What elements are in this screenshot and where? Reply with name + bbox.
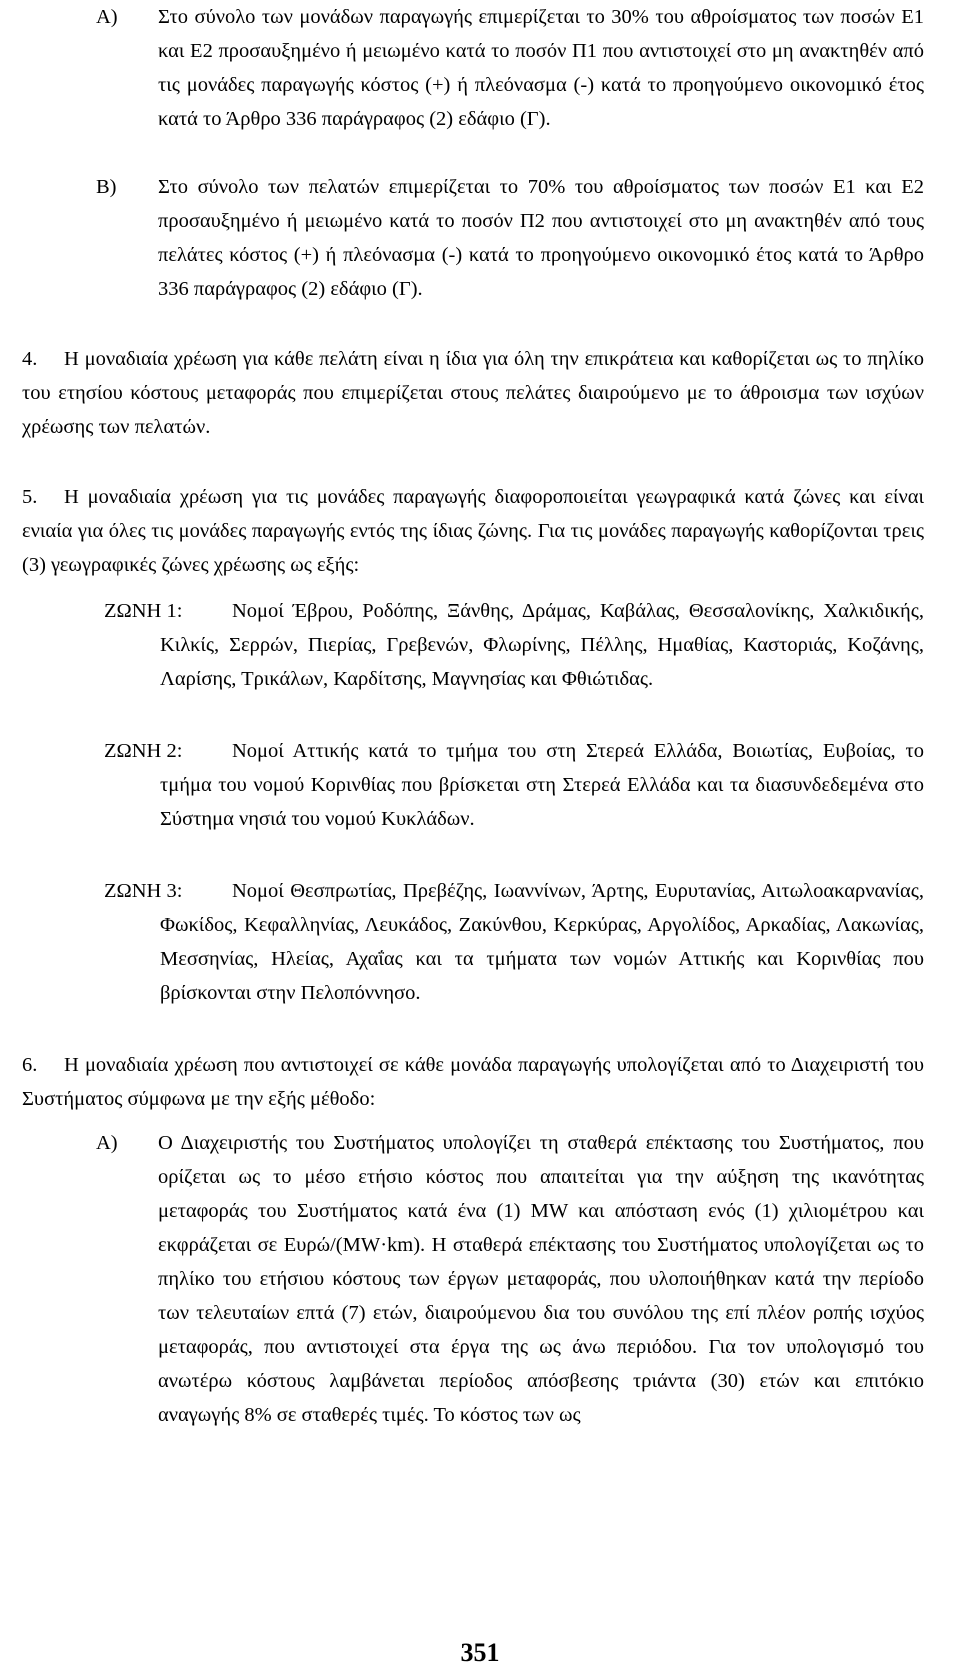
page-number: 351 [460, 1638, 500, 1667]
subsection-marker: Β) [96, 176, 117, 198]
paragraph-text: Η μοναδιαία χρέωση για κάθε πελάτη είναι η ίδια για όλη την επικράτεια και καθορίζεται ως το πηλίκο του ετησίου κόστους μεταφοράς που επιμερίζεται στους πελάτες διαιρούμενο με το άθροισμα των ισχύων χρέωσης των πελατών. [22, 348, 924, 438]
subsection-text: Ο Διαχειριστής του Συστήματος υπολογίζει τη σταθερά επέκτασης του Συστήματος, που ορίζεται ως το μέσο ετήσιο κόστος που απαιτείται για την αύξηση της ικανότητας μεταφοράς του Συστήματος κατά ένα (1) MW και απόσταση ενός (1) χιλιομέτρου και εκφράζεται σε Ευρώ/(MW·km). Η σταθερά επέκτασης του Συστήματος υπολογίζεται ως το πηλίκο του ετήσιου κόστους των έργων μεταφοράς, που υλοποιήθηκαν κατά την περίοδο των τελευταίων επτά (7) ετών, διαιρούμενου δια του συνόλου της επί πλέον ροπής ισχύος μεταφοράς, που αντιστοιχεί στα έργα της ως άνω περιόδου. Για τον υπολογισμό του ανωτέρω κόστους λαμβάνεται περίοδος απόσβεσης τριάντα (30) ετών και επιτόκιο αναγωγής 8% σε σταθερές τιμές. Το κόστος των ως [158, 1132, 924, 1426]
zone-label: ΖΩΝΗ 2: [104, 740, 183, 762]
paragraph-text: Η μοναδιαία χρέωση που αντιστοιχεί σε κάθε μονάδα παραγωγής υπολογίζεται από το Διαχειριστή του Συστήματος σύμφωνα με την εξής μέθοδο: [22, 1054, 924, 1110]
paragraph-number: 5. [22, 486, 38, 508]
subsection-text: Στο σύνολο των πελατών επιμερίζεται το 70% του αθροίσματος των ποσών Ε1 και Ε2 προσαυξημένο ή μειωμένο κατά το ποσόν Π2 που αντιστοιχεί στο μη ανακτηθέν από τους πελάτες κόστος (+) ή πλεόνασμα (-) κατά το προηγούμενο οικονομικό έτος κατά το Άρθρο 336 παράγραφος (2) εδάφιο (Γ). [158, 176, 924, 300]
paragraph-number: 4. [22, 348, 38, 370]
zone-text: Νομοί Θεσπρωτίας, Πρεβέζης, Ιωαννίνων, Άρτης, Ευρυτανίας, Αιτωλοακαρνανίας, Φωκίδος, Κεφαλληνίας, Λευκάδος, Ζακύνθου, Κερκύρας, Αργολίδος, Αρκαδίας, Λακωνίας, Μεσσηνίας, Ηλείας, Αχαΐας και τα τμήματα των νομών Αττικής και Κορινθίας που βρίσκονται στην Πελοπόννησο. [160, 880, 924, 1004]
zone-label: ΖΩΝΗ 1: [104, 600, 183, 622]
zone-text: Νομοί Αττικής κατά το τμήμα του στη Στερεά Ελλάδα, Βοιωτίας, Ευβοίας, το τμήμα του νομού Κορινθίας που βρίσκεται στη Στερεά Ελλάδα και τα διασυνδεδεμένα στο Σύστημα νησιά του νομού Κυκλάδων. [160, 740, 924, 830]
subsection-b-customers [96, 170, 924, 306]
subsection-a-method [96, 1126, 924, 1432]
paragraph-4 [22, 342, 924, 444]
paragraph-number: 6. [22, 1054, 38, 1076]
subsection-a-generation [96, 0, 924, 136]
subsection-marker: Α) [96, 1132, 118, 1154]
subsection-text: Στο σύνολο των μονάδων παραγωγής επιμερίζεται το 30% του αθροίσματος των ποσών Ε1 και Ε2 προσαυξημένο ή μειωμένο κατά το ποσόν Π1 που αντιστοιχεί στο μη ανακτηθέν από τις μονάδες παραγωγής κόστος (+) ή πλεόνασμα (-) κατά το προηγούμενο οικονομικό έτος κατά το Άρθρο 336 παράγραφος (2) εδάφιο (Γ). [158, 6, 924, 130]
zone-2 [104, 734, 924, 836]
zone-1 [104, 594, 924, 696]
paragraph-5 [22, 480, 924, 582]
paragraph-text: Η μοναδιαία χρέωση για τις μονάδες παραγωγής διαφοροποιείται γεωγραφικά κατά ζώνες και είναι ενιαία για όλες τις μονάδες παραγωγής εντός της ίδιας ζώνης. Για τις μονάδες παραγωγής καθορίζονται τρεις (3) γεωγραφικές ζώνες χρέωσης ως εξής: [22, 486, 924, 576]
zone-label: ΖΩΝΗ 3: [104, 880, 183, 902]
zone-text: Νομοί Έβρου, Ροδόπης, Ξάνθης, Δράμας, Καβάλας, Θεσσαλονίκης, Χαλκιδικής, Κιλκίς, Σερρών, Πιερίας, Γρεβενών, Φλωρίνης, Πέλλης, Ημαθίας, Καστοριάς, Κοζάνης, Λαρίσης, Τρικάλων, Καρδίτσης, Μαγνησίας και Φθιώτιδας. [160, 600, 924, 690]
subsection-marker: Α) [96, 6, 118, 28]
paragraph-6 [22, 1048, 924, 1116]
zone-3 [104, 874, 924, 1010]
